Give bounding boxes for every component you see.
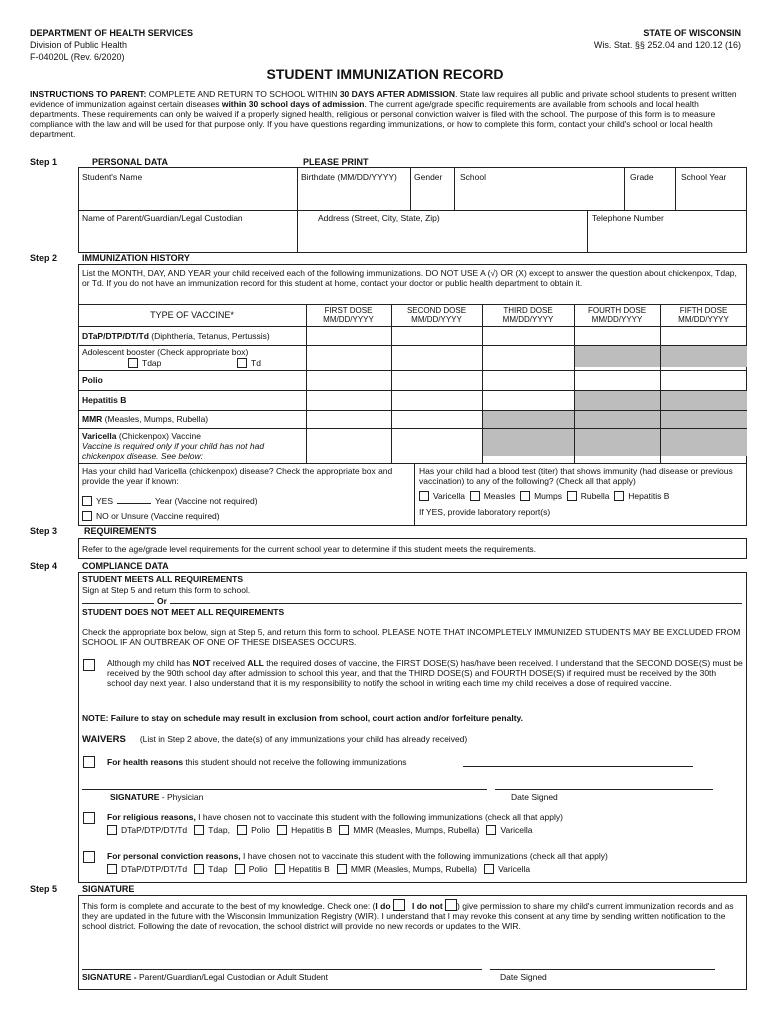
physician-date-line[interactable] [495,789,713,790]
signature-heading: SIGNATURE [82,884,135,894]
personal-options [107,864,530,874]
step-3-label: Step 3 [30,526,58,536]
first-dose-checkbox[interactable] [83,656,95,674]
varicella-yes-option[interactable]: YES Year (Vaccine not required) [82,496,258,506]
titer-lab-report: If YES, provide laboratory report(s) [419,507,551,517]
waivers-line: WAIVERS (List in Step 2 above, the date(s) of any immunizations your child has already received) [82,734,468,745]
titer-rubella[interactable]: Rubella [567,491,610,501]
or-separator: Or [154,596,170,606]
row-booster: Adolescent booster (Check appropriate box) [82,347,249,357]
division-name: Division of Public Health [30,40,128,50]
titer-options [419,491,669,501]
personal-hepatitis-b[interactable]: Hepatitis B [275,864,330,874]
fifth-dose-header: FIFTH DOSE MM/DD/YYYY [678,306,729,324]
row-polio: Polio [82,375,103,385]
telephone-field[interactable]: Telephone Number [592,213,664,223]
titer-question: Has your child had a blood test (titer) that shows immunity (had disease or previous vaccination) to any of the following? (Check all that apply) [419,466,733,486]
health-immunizations-line[interactable] [463,766,693,767]
religious-varicella[interactable]: Varicella [486,825,532,835]
row-dtap: DTaP/DTP/DT/Td (Diphtheria, Tetanus, Pertussis) [82,331,270,341]
i-do-checkbox[interactable] [393,899,405,911]
step-5-label: Step 5 [30,884,58,894]
page-title: STUDENT IMMUNIZATION RECORD [266,66,504,82]
titer-mumps[interactable]: Mumps [520,491,562,501]
health-reasons-text: For health reasons this student should not receive the following immunizations [107,757,407,767]
school-field[interactable]: School [460,172,486,182]
first-dose-statement: Although my child has NOT received ALL the required doses of vaccine, the FIRST DOSE(S) has/have been received. I understand that the SECOND DOSE(S) must be received by the 90th school day after admission to school this year, and that the THIRD DOSE(S) and FOURTH DOSE(S) if required must be received by the 30th school day next year. I also understand that it is my responsibility to notify the school in writing each time my child receives a dose of required vaccine. [107,658,743,688]
religious-hepatitis-b[interactable]: Hepatitis B [277,825,332,835]
requirements-text: Refer to the age/grade level requirements for the current school year to determine if this student meets the requirements. [82,544,537,554]
sign-step5-text: Sign at Step 5 and return this form to school. [82,585,251,595]
row-hepatitis-b: Hepatitis B [82,395,127,405]
personal-tdap[interactable]: Tdap [194,864,227,874]
personal-polio[interactable]: Polio [235,864,268,874]
varicella-no-option[interactable]: NO or Unsure (Vaccine required) [82,511,220,521]
grade-field[interactable]: Grade [630,172,654,182]
incomplete-notice: Check the appropriate box below, sign at Step 5, and return this form to school. PLEASE NOTE THAT INCOMPLETELY IMMUNIZED STUDENTS MAY BE EXCLUDED FROM SCHOOL IF AN OUTBREAK OF ONE OF THESE DISEASES OCCURS. [82,627,741,647]
personal-data-heading: PERSONAL DATA [92,157,169,167]
titer-measles[interactable]: Measles [470,491,516,501]
personal-dtap[interactable]: DTaP/DTP/DT/Td [107,864,187,874]
school-year-field[interactable]: School Year [681,172,727,182]
step-1-label: Step 1 [30,157,58,167]
first-dose-header: FIRST DOSE MM/DD/YYYY [323,306,374,324]
religious-polio[interactable]: Polio [237,825,270,835]
instructions: INSTRUCTIONS TO PARENT: COMPLETE AND RETURN TO SCHOOL WITHIN 30 DAYS AFTER ADMISSION. State law requires all public and private school students to present written evidence of immunization against certain diseases within 30 school days of admission. The current age/grade specific requirements are available from schools and local health departments. These requirements can only be waived if a properly signed health, religious or personal conviction waiver is filed with the school. The purpose of this form is to measure compliance with the law and will be used for that purpose only. If you have questions regarding immunizations, or how to complete this form, contact your child's school or local health department. [30,89,737,139]
student-name-field[interactable]: Student's Name [82,172,143,182]
physician-date-label: Date Signed [511,792,558,802]
failure-note: NOTE: Failure to stay on schedule may result in exclusion from school, court action and/or forfeiture penalty. [82,713,523,723]
health-reasons-checkbox[interactable] [83,753,95,771]
varicella-yes-checkbox[interactable] [82,496,92,506]
second-dose-header: SECOND DOSE MM/DD/YYYY [406,306,467,324]
state-name: STATE OF WISCONSIN [643,28,741,38]
immunization-intro: List the MONTH, DAY, AND YEAR your child received each of the following immunizations. DO NOT USE A (√) OR (X) except to answer the question about chickenpox, Tdap, or Td. If you do not have an immunization record for this student at home, contact your doctor or public health department to obtain it. [82,268,737,288]
physician-signature-label: SIGNATURE - Physician [110,792,204,802]
td-option[interactable]: Td [237,358,261,368]
gender-field[interactable]: Gender [414,172,443,182]
does-not-meet: STUDENT DOES NOT MEET ALL REQUIREMENTS [82,607,285,617]
religious-reasons-checkbox[interactable] [83,809,95,827]
step-4-label: Step 4 [30,561,58,571]
parent-signature-label: SIGNATURE - Parent/Guardian/Legal Custodian or Adult Student [82,972,329,982]
td-checkbox[interactable] [237,358,247,368]
please-print: PLEASE PRINT [303,157,369,167]
row-varicella: Varicella (Chickenpox) Vaccine Vaccine is required only if your child has not had chickenpox disease. See below: [82,431,265,461]
form-id: F-04020L (Rev. 6/2020) [30,52,125,62]
address-field[interactable]: Address (Street, City, State, Zip) [318,213,440,223]
tdap-checkbox[interactable] [128,358,138,368]
compliance-data-heading: COMPLIANCE DATA [82,561,169,571]
titer-hepatitis-b[interactable]: Hepatitis B [614,491,669,501]
parent-date-line[interactable] [490,969,715,970]
religious-dtap[interactable]: DTaP/DTP/DT/Td [107,825,187,835]
parent-signature-line[interactable] [82,969,482,970]
step-2-label: Step 2 [30,253,58,263]
tdap-option[interactable]: Tdap [128,358,161,368]
requirements-heading: REQUIREMENTS [84,526,157,536]
third-dose-header: THIRD DOSE MM/DD/YYYY [502,306,554,324]
fourth-dose-header: FOURTH DOSE MM/DD/YYYY [587,306,647,324]
compliance-box [78,572,747,883]
varicella-no-checkbox[interactable] [82,511,92,521]
birthdate-field[interactable]: Birthdate (MM/DD/YYYY) [301,172,397,182]
personal-varicella[interactable]: Varicella [484,864,530,874]
parent-name-field[interactable]: Name of Parent/Guardian/Legal Custodian [82,213,243,223]
titer-varicella[interactable]: Varicella [419,491,465,501]
dept-name: DEPARTMENT OF HEALTH SERVICES [30,28,194,38]
religious-options [107,825,532,835]
i-do-not-checkbox[interactable] [445,899,457,911]
physician-signature-line[interactable] [82,789,487,790]
type-of-vaccine-header: TYPE OF VACCINE* [150,310,234,320]
religious-tdap[interactable]: Tdap, [194,825,230,835]
statute: Wis. Stat. §§ 252.04 and 120.12 (16) [593,40,741,50]
personal-conviction-checkbox[interactable] [83,848,95,866]
personal-mmr[interactable]: MMR (Measles, Mumps, Rubella) [337,864,477,874]
religious-reasons-text: For religious reasons, I have chosen not to vaccinate this student with the following immunizations (check all that apply) [107,812,563,822]
personal-conviction-text: For personal conviction reasons, I have chosen not to vaccinate this student with the following immunizations (check all that apply) [107,851,608,861]
meets-requirements: STUDENT MEETS ALL REQUIREMENTS [82,574,244,584]
wir-consent-text: This form is complete and accurate to the best of my knowledge. Check one: (I do I do not ) give permission to share my child's current immunization records and as they are updated in the future with the Wisconsin Immunization Registry (WIR). I understand that I may revoke this consent at any time by sending written notification to the school district. Following the date of revocation, the school district will provide no new records or updates to the WIR. [82,901,734,931]
varicella-disease-question: Has your child had Varicella (chickenpox) disease? Check the appropriate box and provide the year if known: [82,466,393,486]
religious-mmr[interactable]: MMR (Measles, Mumps, Rubella) [339,825,479,835]
parent-date-label: Date Signed [500,972,547,982]
immunization-history-heading: IMMUNIZATION HISTORY [82,253,190,263]
row-mmr: MMR (Measles, Mumps, Rubella) [82,414,209,424]
